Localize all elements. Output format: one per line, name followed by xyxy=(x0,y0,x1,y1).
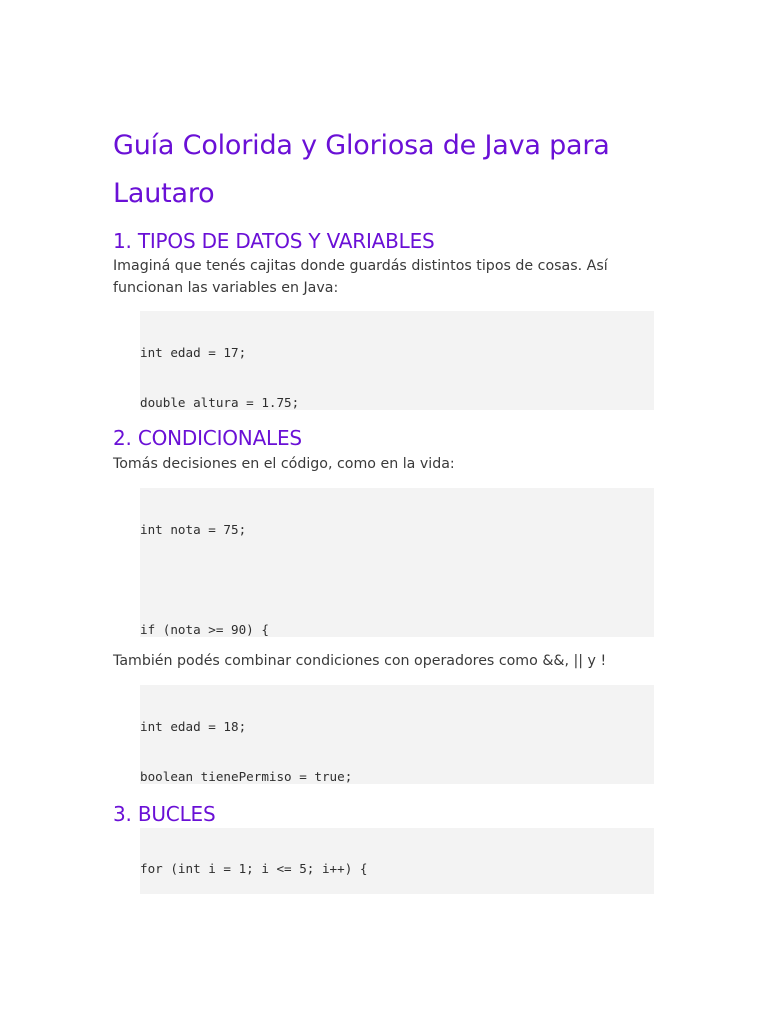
document-title: Guía Colorida y Gloriosa de Java para Lautaro xyxy=(113,130,610,209)
code-line: for (int i = 1; i <= 5; i++) { xyxy=(140,861,368,877)
operators-note: También podés combinar condiciones con operadores como &&, || y ! xyxy=(113,653,607,669)
code-line: if (nota >= 90) { xyxy=(140,621,269,637)
section-heading-bucles: 3. BUCLES xyxy=(113,802,216,826)
section-heading-condicionales: 2. CONDICIONALES xyxy=(113,426,302,450)
section-heading-tipos-de-datos: 1. TIPOS DE DATOS Y VARIABLES xyxy=(113,229,435,253)
section-intro-condicionales: Tomás decisiones en el código, como en la vida: xyxy=(113,456,455,472)
document-page xyxy=(113,122,658,894)
code-line: int edad = 18; xyxy=(140,719,247,735)
code-line: int edad = 17; xyxy=(140,345,247,361)
code-line: double altura = 1.75; xyxy=(140,394,300,410)
code-block-operadores xyxy=(140,685,654,784)
code-line xyxy=(140,572,654,589)
code-block-variables xyxy=(140,311,654,410)
code-line: int nota = 75; xyxy=(140,522,247,538)
code-line: boolean tienePermiso = true; xyxy=(140,768,353,784)
code-block-condicionales xyxy=(140,488,654,637)
code-block-bucles xyxy=(140,828,654,894)
section-intro-tipos-de-datos: Imaginá que tenés cajitas donde guardás distintos tipos de cosas. Así funcionan las variables en Java: xyxy=(113,258,608,296)
